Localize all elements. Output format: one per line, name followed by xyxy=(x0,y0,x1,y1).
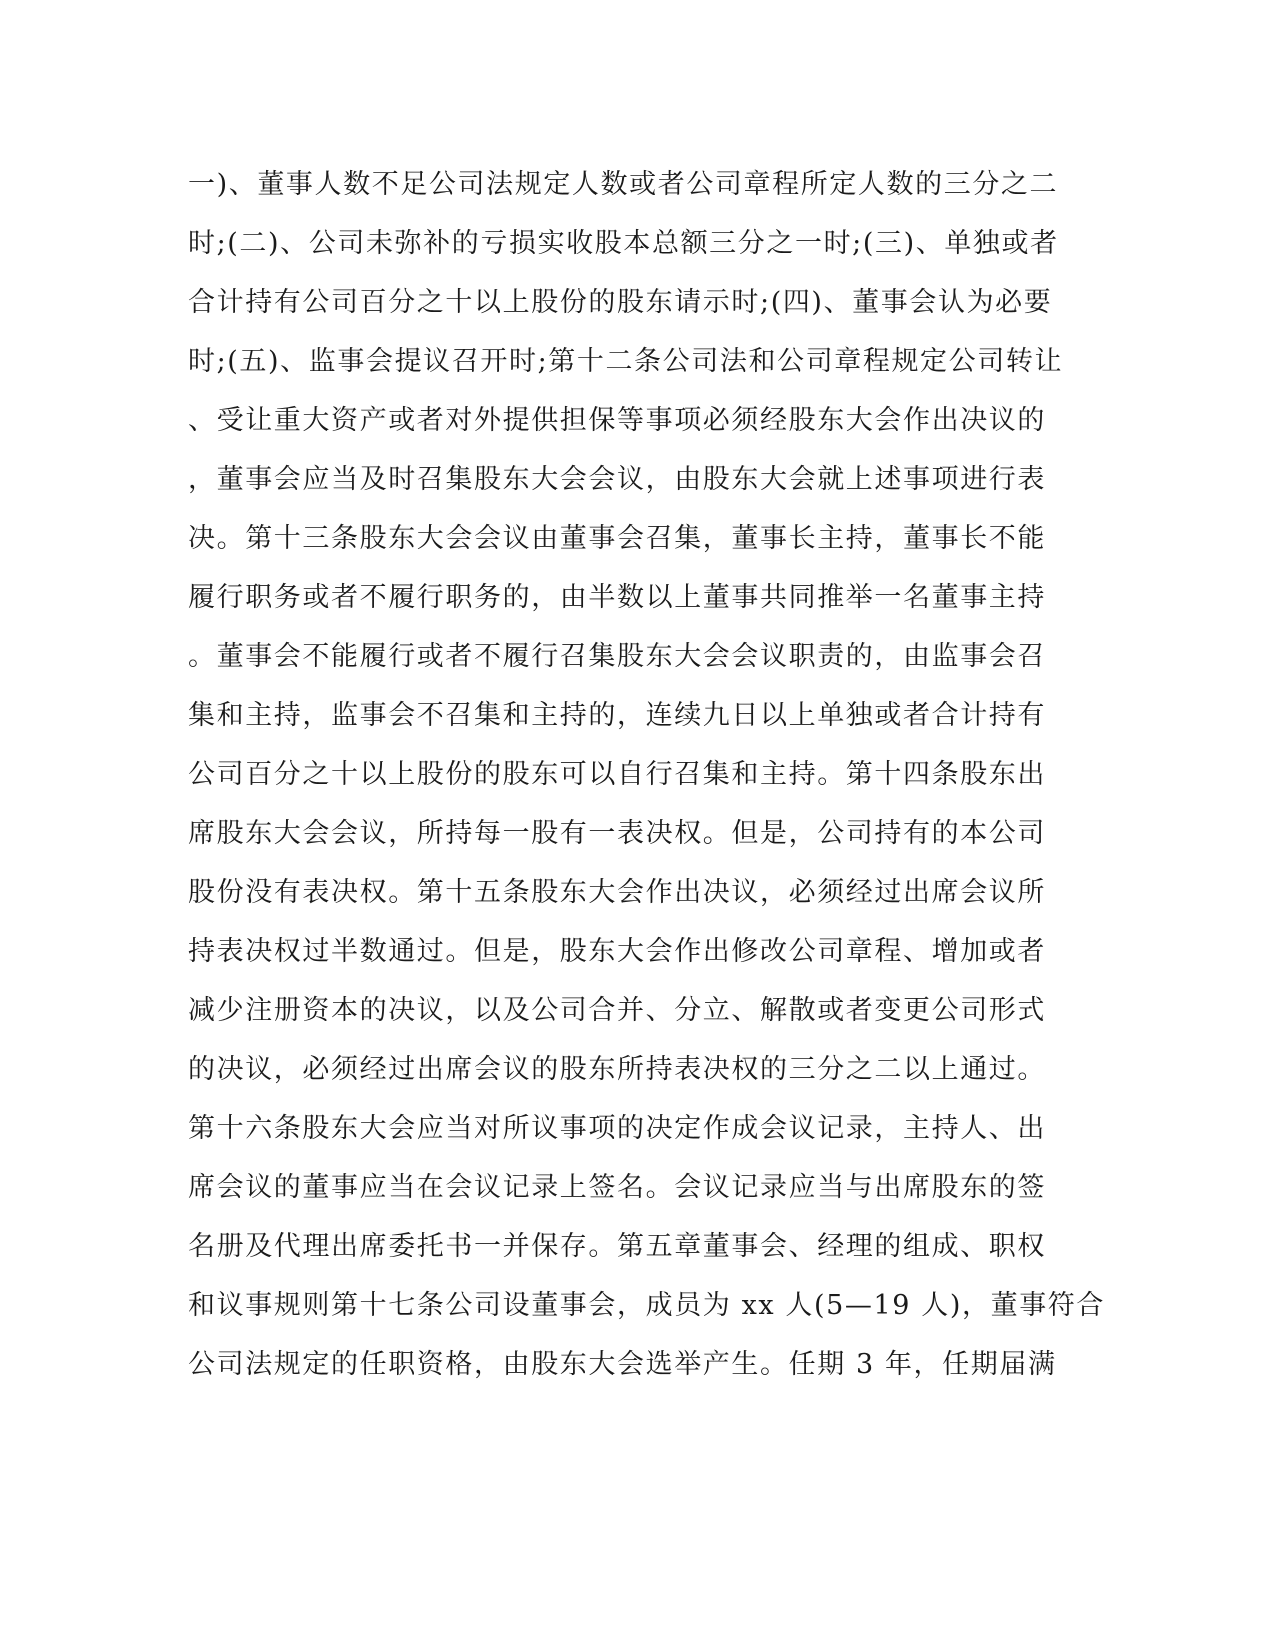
text-line: 席会议的董事应当在会议记录上签名。会议记录应当与出席股东的签 xyxy=(188,1172,1046,1203)
text-line: 席股东大会会议，所持每一股有一表决权。但是，公司持有的本公司 xyxy=(188,818,1046,849)
text-line: 一)、董事人数不足公司法规定人数或者公司章程所定人数的三分之二 xyxy=(188,169,1059,200)
text-line: 公司百分之十以上股份的股东可以自行召集和主持。第十四条股东出 xyxy=(188,759,1046,790)
text-line: 公司法规定的任职资格，由股东大会选举产生。任期 3 年，任期届满 xyxy=(188,1349,1057,1380)
text-line: 决。第十三条股东大会会议由董事会召集，董事长主持，董事长不能 xyxy=(188,523,1046,554)
text-line: ，董事会应当及时召集股东大会会议，由股东大会就上述事项进行表 xyxy=(188,464,1046,495)
text-line: 时;(二)、公司未弥补的亏损实收股本总额三分之一时;(三)、单独或者 xyxy=(188,228,1059,259)
text-line: 的决议，必须经过出席会议的股东所持表决权的三分之二以上通过。 xyxy=(188,1054,1046,1085)
body-text xyxy=(188,155,1106,1394)
text-line: 股份没有表决权。第十五条股东大会作出决议，必须经过出席会议所 xyxy=(188,877,1046,908)
text-line: 第十六条股东大会应当对所议事项的决定作成会议记录，主持人、出 xyxy=(188,1113,1046,1144)
text-line: 名册及代理出席委托书一并保存。第五章董事会、经理的组成、职权 xyxy=(188,1231,1046,1262)
text-line: 、受让重大资产或者对外提供担保等事项必须经股东大会作出决议的 xyxy=(188,405,1046,436)
text-line: 和议事规则第十七条公司设董事会，成员为 xx 人(5—19 人)，董事符合 xyxy=(188,1290,1106,1321)
text-line: 持表决权过半数通过。但是，股东大会作出修改公司章程、增加或者 xyxy=(188,936,1046,967)
text-line: 集和主持，监事会不召集和主持的，连续九日以上单独或者合计持有 xyxy=(188,700,1046,731)
text-line: 合计持有公司百分之十以上股份的股东请示时;(四)、董事会认为必要 xyxy=(188,287,1053,318)
text-line: 时;(五)、监事会提议召开时;第十二条公司法和公司章程规定公司转让 xyxy=(188,346,1064,377)
text-line: 减少注册资本的决议，以及公司合并、分立、解散或者变更公司形式 xyxy=(188,995,1046,1026)
text-line: 履行职务或者不履行职务的，由半数以上董事共同推举一名董事主持 xyxy=(188,582,1046,613)
text-line: 。董事会不能履行或者不履行召集股东大会会议职责的，由监事会召 xyxy=(188,641,1046,672)
